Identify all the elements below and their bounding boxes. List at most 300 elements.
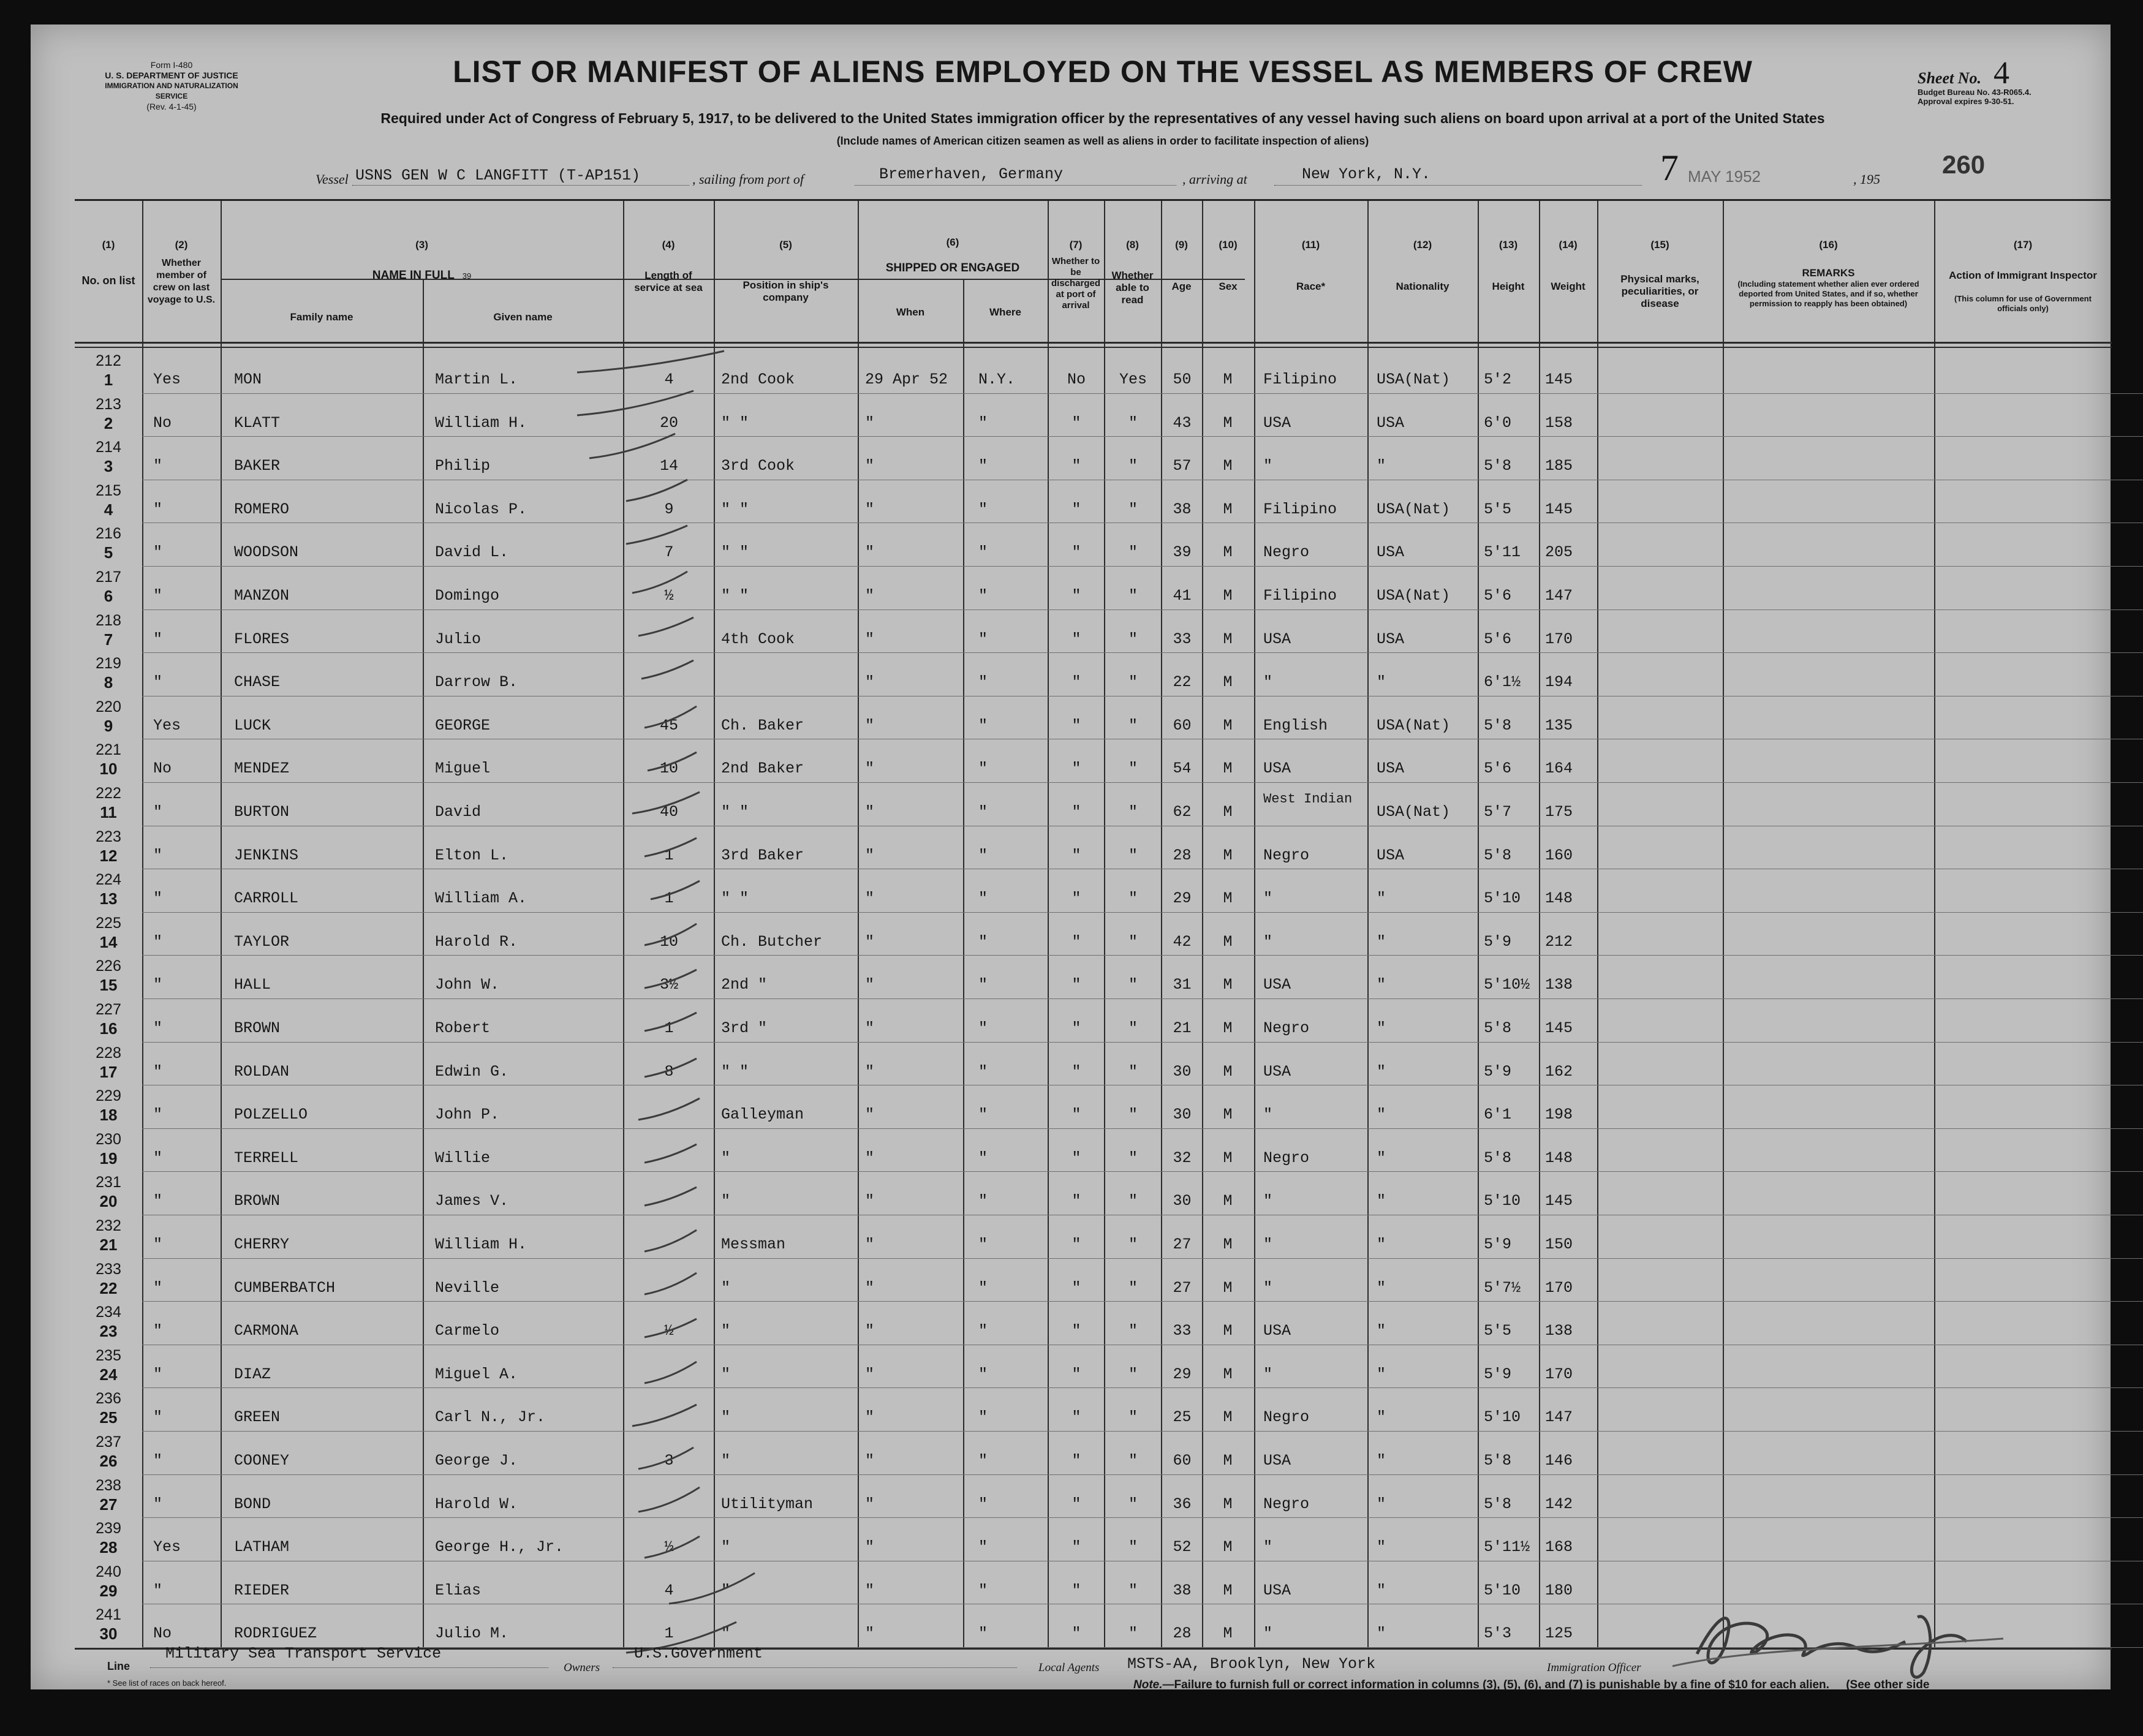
cell-age: 38: [1173, 1581, 1192, 1599]
cell-where: ": [978, 673, 988, 692]
cell-disch: ": [1072, 630, 1081, 648]
cell-read: ": [1128, 889, 1138, 908]
cell-read: ": [1128, 457, 1138, 475]
cell-nat: ": [1377, 1062, 1386, 1081]
line-label: Line: [107, 1660, 130, 1672]
cell-weight: 138: [1545, 976, 1573, 994]
approval-expires: Approval expires 9-30-51.: [1918, 97, 2014, 106]
cell-sex: M: [1223, 1106, 1233, 1124]
cell-family: DIAZ: [234, 1365, 271, 1383]
cell-where: ": [978, 846, 988, 864]
cell-read: ": [1128, 1106, 1138, 1124]
col1-header: No. on list: [81, 274, 135, 287]
cell-last: ": [153, 1278, 163, 1297]
cell-age: 60: [1173, 716, 1192, 734]
cell-when: ": [865, 587, 875, 605]
cell-disch: ": [1072, 803, 1081, 821]
serial-number: 222: [96, 785, 121, 802]
list-number: 27: [99, 1495, 118, 1514]
cell-last: ": [153, 457, 163, 475]
col16-header: REMARKS: [1802, 267, 1855, 279]
serial-number: 232: [96, 1217, 121, 1234]
list-number: 29: [99, 1581, 118, 1600]
table-row: [75, 1302, 2112, 1346]
col7-num: (7): [1069, 239, 1083, 251]
table-row: [75, 611, 2112, 654]
cell-when: ": [865, 543, 875, 562]
cell-when: ": [865, 1495, 875, 1513]
cell-where: ": [978, 1149, 988, 1167]
cell-nat: ": [1377, 673, 1386, 692]
cell-sex: M: [1223, 1236, 1233, 1253]
cell-age: 60: [1173, 1452, 1192, 1470]
cell-when: ": [865, 1408, 875, 1427]
cell-height: 5'6: [1484, 760, 1512, 778]
cell-weight: 145: [1545, 1192, 1573, 1210]
cell-height: 6'1½: [1484, 673, 1521, 692]
cell-age: 57: [1173, 457, 1192, 475]
cell-disch: ": [1072, 1062, 1081, 1081]
cell-race: English: [1263, 716, 1328, 734]
cell-read: ": [1128, 673, 1138, 692]
cell-age: 30: [1173, 1106, 1192, 1124]
cell-given: David: [435, 803, 482, 821]
serial-number: 223: [96, 828, 121, 845]
cell-where: ": [978, 1062, 988, 1081]
list-number: 1: [104, 371, 113, 389]
cell-service: 1: [664, 889, 674, 908]
table-row: [75, 1000, 2112, 1043]
cell-nat: ": [1377, 1452, 1386, 1470]
cell-when: ": [865, 1019, 875, 1037]
cell-service: ½: [664, 1538, 674, 1557]
cell-weight: 160: [1545, 846, 1573, 864]
cell-where: N.Y.: [978, 371, 1016, 388]
col13-num: (13): [1499, 239, 1518, 251]
sheet-label: Sheet No.: [1918, 69, 1981, 87]
cell-where: ": [978, 500, 988, 518]
serial-number: 214: [96, 439, 121, 456]
cell-position: " ": [721, 543, 749, 562]
cell-last: ": [153, 630, 163, 648]
cell-family: TAYLOR: [234, 932, 290, 951]
cell-when: ": [865, 630, 875, 648]
cell-when: ": [865, 803, 875, 821]
cell-weight: 205: [1545, 543, 1573, 562]
cell-given: George H., Jr.: [435, 1538, 564, 1557]
table-row: [75, 956, 2112, 1000]
serial-number: 224: [96, 871, 121, 889]
cell-nat: ": [1377, 932, 1386, 951]
cell-position: ": [721, 1452, 731, 1470]
cell-race: USA: [1263, 413, 1291, 432]
cell-position: ": [721, 1625, 731, 1643]
cell-read: ": [1128, 1495, 1138, 1513]
cell-race: Filipino: [1263, 500, 1337, 518]
cell-where: ": [978, 457, 988, 475]
cell-nat: USA: [1377, 846, 1405, 864]
cell-sex: M: [1223, 1322, 1233, 1340]
sailing-port: Bremerhaven, Germany: [879, 165, 1064, 183]
cell-weight: 125: [1545, 1625, 1573, 1643]
table-row: [75, 1476, 2112, 1519]
cell-when: ": [865, 716, 875, 734]
col15-num: (15): [1650, 239, 1669, 251]
cell-nat: USA: [1377, 413, 1405, 432]
cell-height: 5'8: [1484, 457, 1512, 475]
col12-num: (12): [1413, 239, 1432, 251]
cell-service: 4: [664, 371, 674, 388]
cell-age: 41: [1173, 587, 1192, 605]
list-number: 14: [99, 932, 118, 951]
cell-read: ": [1128, 716, 1138, 734]
col11-header: Race*: [1296, 281, 1326, 292]
cell-nat: USA(Nat): [1377, 716, 1451, 734]
cell-disch: ": [1072, 846, 1081, 864]
table-row: [75, 1130, 2112, 1173]
cell-position: Ch. Baker: [721, 716, 804, 734]
cell-height: 5'6: [1484, 630, 1512, 648]
cell-family: LATHAM: [234, 1538, 290, 1557]
cell-race: Negro: [1263, 1149, 1310, 1167]
cell-disch: ": [1072, 1452, 1081, 1470]
cell-sex: M: [1223, 716, 1233, 734]
cell-position: " ": [721, 587, 749, 605]
cell-last: ": [153, 1192, 163, 1210]
cell-disch: ": [1072, 1322, 1081, 1340]
table-row: [75, 740, 2112, 783]
cell-when: ": [865, 413, 875, 432]
cell-weight: 135: [1545, 716, 1573, 734]
cell-age: 36: [1173, 1495, 1192, 1513]
arrival-day: 7: [1660, 148, 1679, 188]
cell-position: ": [721, 1538, 731, 1557]
table-row: [75, 1519, 2112, 1562]
cell-weight: 158: [1545, 413, 1573, 432]
cell-service: 9: [664, 500, 674, 518]
cell-weight: 170: [1545, 630, 1573, 648]
cell-race: ": [1263, 457, 1273, 475]
cell-when: ": [865, 932, 875, 951]
col3-header: [221, 270, 623, 282]
header-rule: [75, 342, 2112, 344]
cell-read: ": [1128, 587, 1138, 605]
table-row: [75, 1346, 2112, 1389]
date-stamp: MAY 1952: [1688, 167, 1761, 186]
cell-nat: ": [1377, 1625, 1386, 1643]
col1-num: (1): [102, 239, 115, 251]
cell-nat: ": [1377, 1495, 1386, 1513]
cell-sex: M: [1223, 1581, 1233, 1599]
list-number: 5: [104, 543, 113, 562]
cell-family: ROLDAN: [234, 1062, 290, 1081]
cell-disch: ": [1072, 932, 1081, 951]
cell-disch: ": [1072, 1625, 1081, 1643]
cell-service: 10: [659, 760, 678, 778]
cell-given: Elias: [435, 1581, 482, 1599]
serial-number: 239: [96, 1520, 121, 1538]
cell-where: ": [978, 1452, 988, 1470]
cell-position: 3rd Cook: [721, 457, 795, 475]
cell-family: COONEY: [234, 1452, 290, 1470]
cell-read: ": [1128, 1625, 1138, 1643]
cell-race: Filipino: [1263, 371, 1337, 388]
serial-number: 226: [96, 957, 121, 975]
cell-position: Galleyman: [721, 1106, 804, 1124]
cell-weight: 170: [1545, 1278, 1573, 1297]
cell-disch: ": [1072, 457, 1081, 475]
cell-age: 25: [1173, 1408, 1192, 1427]
cell-last: ": [153, 673, 163, 692]
sailing-label: , sailing from port of: [692, 172, 804, 187]
table-row: [75, 1432, 2112, 1476]
cell-nat: USA(Nat): [1377, 371, 1451, 388]
list-number: 26: [99, 1452, 118, 1470]
cell-family: CHASE: [234, 673, 281, 692]
cell-given: Neville: [435, 1278, 500, 1297]
cell-race: USA: [1263, 1062, 1291, 1081]
cell-family: BAKER: [234, 457, 281, 475]
col12-header: Nationality: [1396, 281, 1449, 292]
cell-read: ": [1128, 1278, 1138, 1297]
list-number: 17: [99, 1062, 118, 1081]
cell-given: William H.: [435, 413, 527, 432]
cell-given: Robert: [435, 1019, 491, 1037]
cell-sex: M: [1223, 803, 1233, 821]
cell-service: 14: [659, 457, 678, 475]
list-number: 12: [99, 846, 118, 865]
cell-nat: USA(Nat): [1377, 587, 1451, 605]
cell-where: ": [978, 587, 988, 605]
cell-where: ": [978, 1236, 988, 1253]
cell-age: 52: [1173, 1538, 1192, 1557]
vessel-label: Vessel: [316, 172, 349, 187]
cell-nat: ": [1377, 1019, 1386, 1037]
cell-nat: ": [1377, 1581, 1386, 1599]
col3-num: (3): [415, 239, 428, 251]
cell-disch: ": [1072, 1106, 1081, 1124]
col4-header: Length of service at sea: [634, 270, 703, 293]
serial-number: 229: [96, 1087, 121, 1105]
cell-read: ": [1128, 1192, 1138, 1210]
cell-race: USA: [1263, 1452, 1291, 1470]
cell-disch: ": [1072, 889, 1081, 908]
cell-when: ": [865, 760, 875, 778]
col10-header: Sex: [1219, 281, 1238, 292]
cell-family: FLORES: [234, 630, 290, 648]
cell-where: ": [978, 932, 988, 951]
cell-height: 5'9: [1484, 1062, 1512, 1081]
cell-given: Nicolas P.: [435, 500, 527, 518]
cell-given: Miguel A.: [435, 1365, 518, 1383]
col6-header: SHIPPED OR ENGAGED: [885, 262, 1020, 274]
cell-weight: 168: [1545, 1538, 1573, 1557]
cell-last: ": [153, 976, 163, 994]
table-row: [75, 827, 2112, 870]
serial-number: 228: [96, 1044, 121, 1062]
cell-last: ": [153, 1495, 163, 1513]
cell-service: 3½: [659, 976, 678, 994]
cell-race: ": [1263, 1625, 1273, 1643]
cell-read: ": [1128, 760, 1138, 778]
cell-nat: USA(Nat): [1377, 500, 1451, 518]
cell-family: JENKINS: [234, 846, 299, 864]
cell-service: ½: [664, 1322, 674, 1340]
cell-disch: ": [1072, 1192, 1081, 1210]
cell-height: 5'6: [1484, 587, 1512, 605]
cell-last: No: [153, 1625, 172, 1643]
cell-when: ": [865, 1581, 875, 1599]
cell-given: Harold W.: [435, 1495, 518, 1513]
col17-num: (17): [2013, 239, 2033, 251]
col10-num: (10): [1219, 239, 1238, 251]
cell-sex: M: [1223, 673, 1233, 692]
cell-weight: 148: [1545, 1149, 1573, 1167]
serial-number: 227: [96, 1001, 121, 1018]
cell-sex: M: [1223, 543, 1233, 562]
cell-age: 27: [1173, 1236, 1192, 1253]
cell-weight: 138: [1545, 1322, 1573, 1340]
cell-weight: 145: [1545, 1019, 1573, 1037]
cell-sex: M: [1223, 1625, 1233, 1643]
table-row: [75, 351, 2112, 394]
col7-header: Whether to be discharged at port of arrival: [1051, 256, 1101, 311]
cell-weight: 147: [1545, 587, 1573, 605]
cell-when: ": [865, 976, 875, 994]
col11-num: (11): [1301, 239, 1320, 251]
table-row: [75, 1043, 2112, 1087]
cell-age: 32: [1173, 1149, 1192, 1167]
cell-read: ": [1128, 1236, 1138, 1253]
cell-race: USA: [1263, 976, 1291, 994]
cell-position: ": [721, 1365, 731, 1383]
cell-when: ": [865, 673, 875, 692]
cell-given: GEORGE: [435, 716, 491, 734]
col5-num: (5): [779, 239, 792, 251]
cell-service: 1: [664, 1019, 674, 1037]
cell-height: 5'8: [1484, 1149, 1512, 1167]
cell-sex: M: [1223, 932, 1233, 951]
list-number: 28: [99, 1538, 118, 1557]
cell-height: 5'8: [1484, 1495, 1512, 1513]
cell-race: ": [1263, 1236, 1273, 1253]
cell-disch: ": [1072, 587, 1081, 605]
serial-number: 219: [96, 655, 121, 673]
vessel-name: USNS GEN W C LANGFITT (T-AP151): [355, 167, 641, 184]
cell-height: 5'8: [1484, 846, 1512, 864]
cell-where: ": [978, 1581, 988, 1599]
cell-position: Ch. Butcher: [721, 932, 823, 951]
manifest-sheet: [31, 25, 2111, 1689]
cell-nat: ": [1377, 1408, 1386, 1427]
cell-sex: M: [1223, 1278, 1233, 1297]
cell-disch: ": [1072, 1149, 1081, 1167]
cell-race: ": [1263, 1538, 1273, 1557]
page-subtitle: Required under Act of Congress of February 5, 1917, to be delivered to the United States immigration officer by the representatives of any vessel having such aliens on board upon arrival at a port of the United States: [380, 110, 1825, 126]
cell-height: 5'10: [1484, 889, 1521, 908]
cell-service: 1: [664, 846, 674, 864]
cell-sex: M: [1223, 1365, 1233, 1383]
cell-age: 21: [1173, 1019, 1192, 1037]
cell-height: 5'8: [1484, 1019, 1512, 1037]
list-number: 20: [99, 1192, 118, 1211]
cell-weight: 146: [1545, 1452, 1573, 1470]
cell-race: USA: [1263, 760, 1291, 778]
table-row: [75, 783, 2112, 827]
cell-nat: USA: [1377, 630, 1405, 648]
serial-number: 237: [96, 1433, 121, 1451]
cell-position: ": [721, 1581, 731, 1599]
cell-last: ": [153, 1062, 163, 1081]
table-row: [75, 567, 2112, 611]
cell-nat: ": [1377, 1236, 1386, 1253]
serial-number: 216: [96, 525, 121, 543]
cell-service: 7: [664, 543, 674, 562]
cell-when: ": [865, 1365, 875, 1383]
note-text: —Failure to furnish full or correct information in columns (3), (5), (6), and (7) is punishable by a fine of $10 for each alien.: [1162, 1678, 1829, 1691]
header-rule: [75, 347, 2112, 348]
list-number: 21: [99, 1236, 118, 1254]
cell-when: ": [865, 1538, 875, 1557]
col13-header: Height: [1492, 281, 1525, 292]
cell-race: ": [1263, 673, 1273, 692]
cell-sex: M: [1223, 1192, 1233, 1210]
stamp-number: 260: [1942, 150, 1986, 179]
table-row: [75, 913, 2112, 957]
cell-sex: M: [1223, 1019, 1233, 1037]
table-row: [75, 1259, 2112, 1303]
cell-nat: ": [1377, 1322, 1386, 1340]
cell-family: MENDEZ: [234, 760, 290, 778]
cell-read: Yes: [1119, 371, 1147, 388]
serial-number: 220: [96, 698, 121, 715]
list-number: 10: [99, 760, 118, 779]
cell-weight: 145: [1545, 371, 1573, 388]
sheet-number-block: [1918, 55, 2095, 106]
cell-last: ": [153, 543, 163, 562]
cell-sex: M: [1223, 1538, 1233, 1557]
cell-disch: ": [1072, 1581, 1081, 1599]
cell-last: ": [153, 889, 163, 908]
cell-when: ": [865, 1278, 875, 1297]
cell-age: 29: [1173, 889, 1192, 908]
cell-position: " ": [721, 500, 749, 518]
cell-position: 3rd Baker: [721, 846, 804, 864]
cell-sex: M: [1223, 457, 1233, 475]
cell-given: Miguel: [435, 760, 491, 778]
cell-when: ": [865, 889, 875, 908]
list-number: 30: [99, 1625, 118, 1644]
table-row: [75, 1086, 2112, 1130]
cell-service: 4: [664, 1581, 674, 1599]
cell-age: 39: [1173, 543, 1192, 562]
cell-where: ": [978, 1365, 988, 1383]
cell-weight: 162: [1545, 1062, 1573, 1081]
table-row: [75, 697, 2112, 741]
col6a-header: When: [896, 306, 925, 318]
cell-height: 5'8: [1484, 716, 1512, 734]
cell-weight: 145: [1545, 500, 1573, 518]
table-row: [75, 870, 2112, 913]
service-name: IMMIGRATION AND NATURALIZATION SERVICE: [105, 81, 238, 100]
serial-number: 233: [96, 1260, 121, 1278]
cell-where: ": [978, 630, 988, 648]
immigration-officer-signature: [1660, 1580, 2101, 1685]
cell-sex: M: [1223, 1495, 1233, 1513]
serial-number: 212: [96, 352, 121, 369]
cell-given: James V.: [435, 1192, 509, 1210]
cell-where: ": [978, 1495, 988, 1513]
